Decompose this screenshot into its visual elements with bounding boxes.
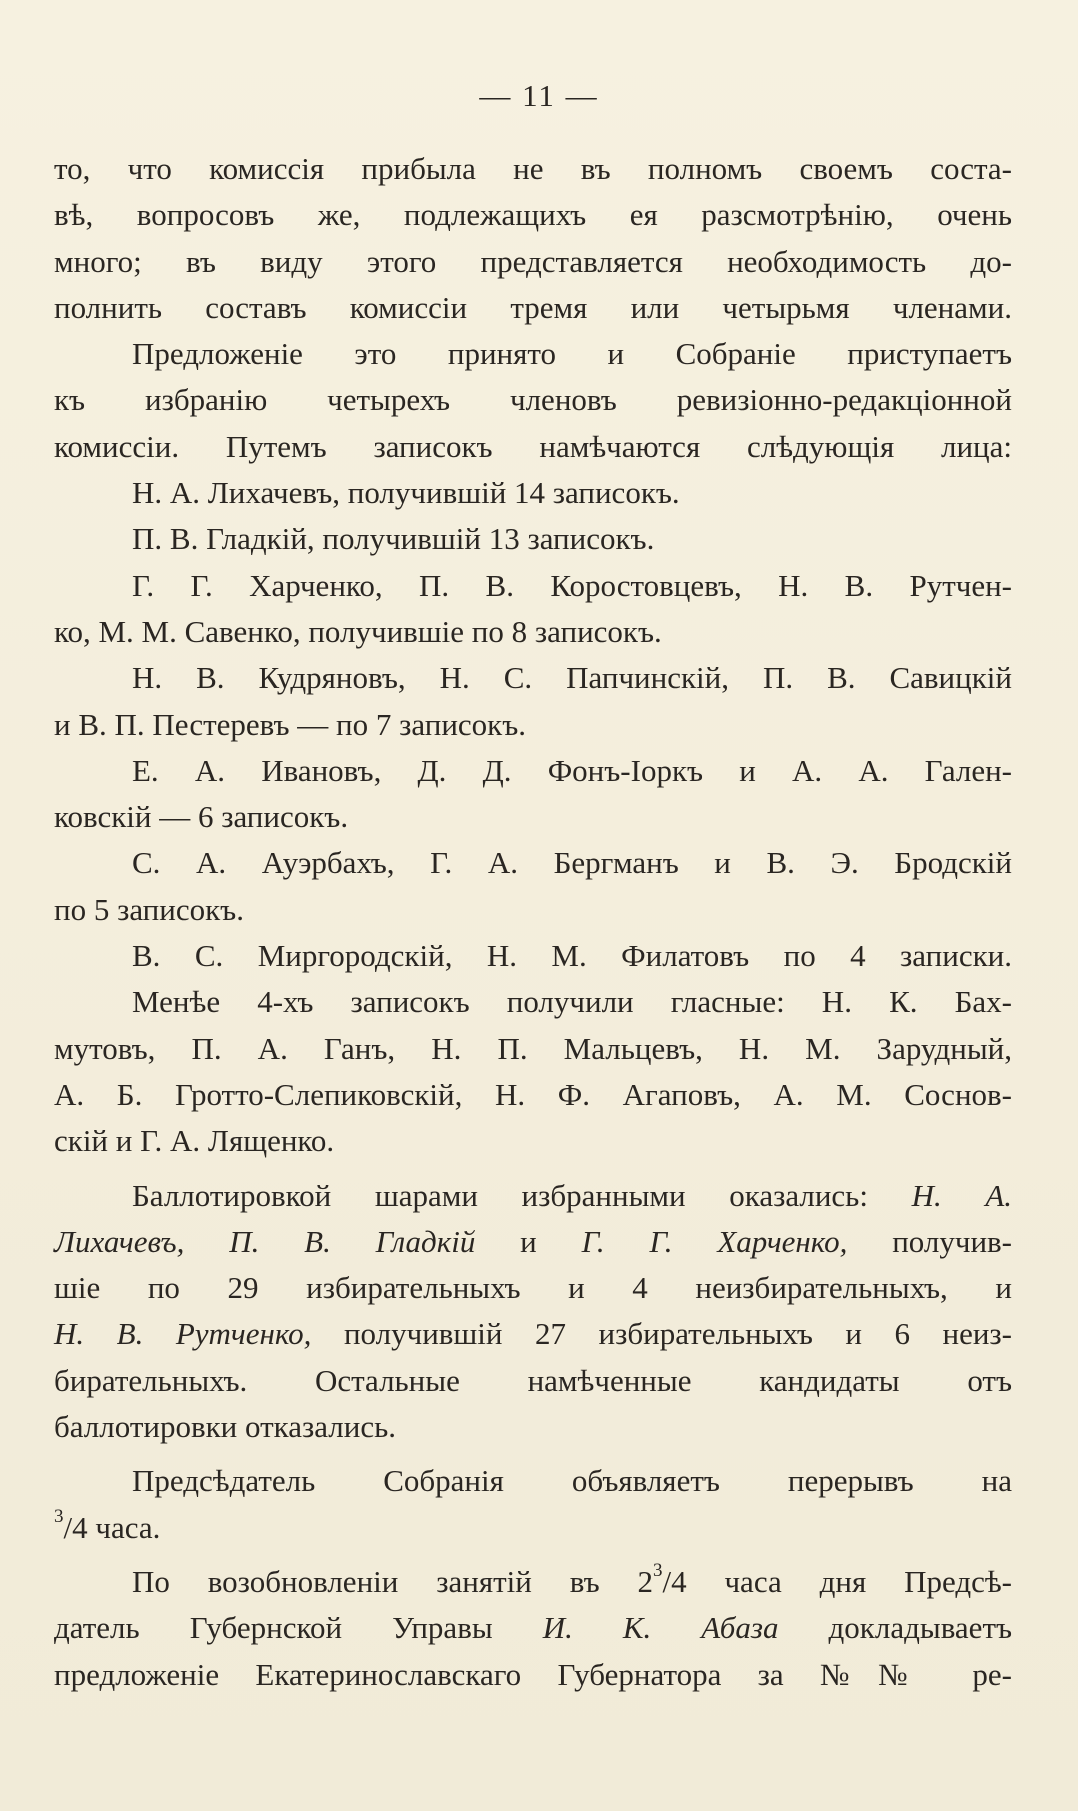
text-line: бирательныхъ. Остальные намѣченные кандидаты отъ xyxy=(54,1362,1012,1398)
text-line: А. Б. Гротто-Слепиковскій, Н. Ф. Агаповъ, А. М. Соснов- xyxy=(54,1076,1012,1112)
italic-name: Лихачевъ, П. В. Гладкій xyxy=(54,1223,476,1259)
text-line: къ избранію четырехъ членовъ ревизіонно-редакціонной xyxy=(54,382,1012,418)
text-line: Предсѣдатель Собранія объявляетъ перерывъ на xyxy=(132,1463,1012,1499)
text-run: докладываетъ xyxy=(828,1610,1013,1646)
text-line: мутовъ, П. А. Ганъ, Н. П. Мальцевъ, Н. М. Зарудный, xyxy=(54,1030,1012,1066)
text-line: Предложеніе это принято и Собраніе приступаетъ xyxy=(132,336,1012,372)
body-text xyxy=(54,146,1012,1698)
text-line: баллотировки отказались. xyxy=(54,1409,396,1445)
text-line: и В. П. Пестеревъ — по 7 записокъ. xyxy=(54,706,527,742)
italic-name: Н. А. xyxy=(911,1177,1013,1213)
text-line: Е. А. Ивановъ, Д. Д. Фонъ-Іоркъ и А. А. Гален- xyxy=(132,752,1012,788)
fraction-numerator: 3 xyxy=(652,1559,663,1581)
text-line xyxy=(54,1173,1012,1219)
italic-name: Н. В. Рутченко, xyxy=(54,1316,312,1352)
text-line xyxy=(54,1605,1012,1651)
text-run: получившій 27 избирательныхъ и 6 неиз- xyxy=(343,1316,1012,1352)
text-line xyxy=(54,1311,1012,1357)
text-line: скій и Г. А. Лященко. xyxy=(54,1123,335,1159)
text-line: много; въ виду этого представляется необходимость до- xyxy=(54,243,1012,279)
text-line: предложеніе Екатеринославскаго Губернатора за №№ ре- xyxy=(54,1656,1012,1692)
text-run: получив- xyxy=(892,1223,1012,1259)
text-line xyxy=(54,1559,1012,1605)
page-number: — 11 — xyxy=(479,78,599,113)
text-line: вѣ, вопросовъ же, подлежащихъ ея разсмотрѣнію, очень xyxy=(54,197,1012,233)
text-line: Н. В. Кудряновъ, Н. С. Папчинскій, П. В. Савицкій xyxy=(132,660,1012,696)
text-line: ковскій — 6 записокъ. xyxy=(54,799,349,835)
text-run: /4 часа. xyxy=(63,1509,161,1545)
text-run: Баллотировкой шарами избранными оказались: xyxy=(132,1177,868,1213)
text-line: П. В. Гладкій, получившій 13 записокъ. xyxy=(132,521,655,557)
text-line: комиссіи. Путемъ записокъ намѣчаются слѣдующія лица: xyxy=(54,428,1012,464)
text-line: полнить составъ комиссіи тремя или четырьмя членами. xyxy=(54,289,1012,325)
text-line: В. С. Миргородскій, Н. М. Филатовъ по 4 записки. xyxy=(132,938,1012,974)
text-run: /4 часа дня Предсѣ- xyxy=(662,1563,1013,1599)
text-line xyxy=(54,1219,1012,1265)
text-line: Н. А. Лихачевъ, получившій 14 записокъ. xyxy=(132,475,680,511)
text-line: Менѣе 4-хъ записокъ получили гласные: Н. К. Бах- xyxy=(132,984,1012,1020)
text-line: С. А. Ауэрбахъ, Г. А. Бергманъ и В. Э. Бродскій xyxy=(132,845,1012,881)
text-run: и xyxy=(520,1223,537,1259)
italic-name: И. К. Абаза xyxy=(542,1610,779,1646)
text-line: Г. Г. Харченко, П. В. Коростовцевъ, Н. В. Рутчен- xyxy=(132,567,1012,603)
italic-name: Г. Г. Харченко, xyxy=(581,1223,848,1259)
text-line: то, что комиссія прибыла не въ полномъ своемъ соста- xyxy=(54,151,1012,186)
text-line: по 5 записокъ. xyxy=(54,891,244,927)
fraction-numerator: 3 xyxy=(54,1505,64,1527)
text-run: датель Губернской Управы xyxy=(54,1610,493,1646)
text-line xyxy=(54,1505,1012,1551)
text-line: шіе по 29 избирательныхъ и 4 неизбирательныхъ, и xyxy=(54,1270,1012,1306)
text-run: По возобновленіи занятій въ 2 xyxy=(132,1563,653,1599)
text-line: ко, М. М. Савенко, получившіе по 8 записокъ. xyxy=(54,613,662,649)
